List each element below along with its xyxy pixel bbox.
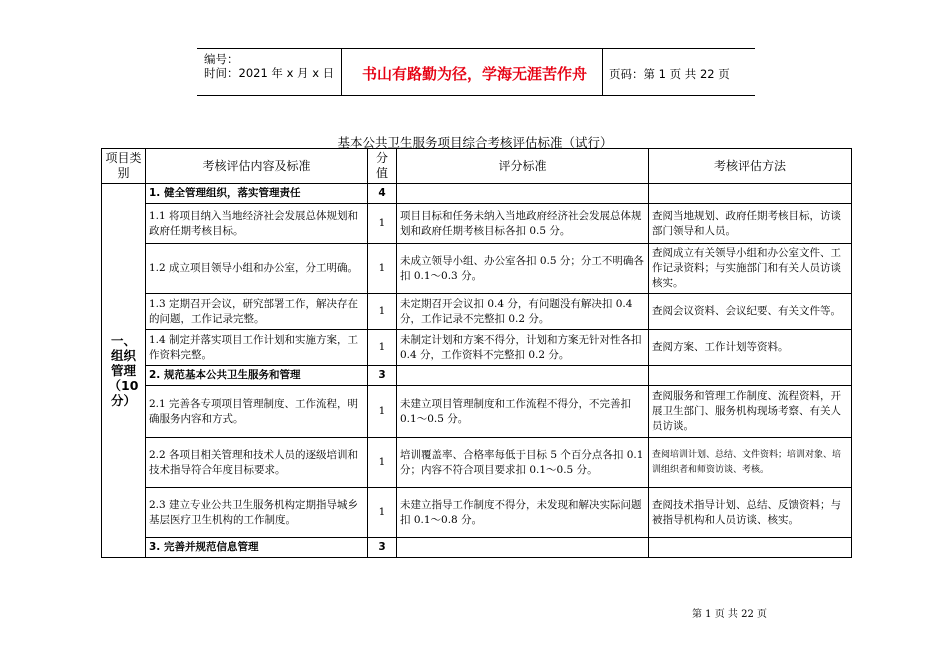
method-cell: 查阅成立有关领导小组和办公室文件、工作记录资料；与实施部门和有关人员访谈核实。 [649,244,852,294]
table-section-row [102,184,852,204]
section-title: 2. 规范基本公共卫生服务和管理 [146,366,368,386]
table-row [102,204,852,244]
section-title: 3. 完善并规范信息管理 [146,538,368,558]
header-divider [602,49,603,95]
number-label: 编号： [204,52,239,66]
criteria-cell: 未制定计划和方案不得分，计划和方案无针对性各扣 0.4 分，工作资料不完整扣 0.2 分。 [397,330,649,366]
header-page-info: 页码：第 1 页 共 22 页 [609,67,730,81]
page-footer: 第 1 页 共 22 页 [692,609,767,620]
document-title: 基本公共卫生服务项目综合考核评估标准（试行） [337,135,613,150]
content-cell: 2.2 各项目相关管理和技术人员的逐级培训和技术指导符合年度目标要求。 [146,438,368,488]
method-cell: 查阅会议资料、会议纪要、有关文件等。 [649,294,852,330]
section-score: 3 [368,366,397,386]
section-title: 1. 健全管理组织，落实管理责任 [146,184,368,204]
table-header-row [102,149,852,184]
table-section-row [102,538,852,558]
section-score: 4 [368,184,397,204]
score-cell: 1 [368,386,397,438]
criteria-cell: 项目目标和任务未纳入当地政府经济社会发展总体规划和政府任期考核目标各扣 0.5 分。 [397,204,649,244]
assessment-table [101,148,852,558]
content-cell: 1.3 定期召开会议，研究部署工作，解决存在的问题，工作记录完整。 [146,294,368,330]
col-header-method: 考核评估方法 [649,149,852,184]
section-score: 3 [368,538,397,558]
score-cell: 1 [368,294,397,330]
col-header-criteria: 评分标准 [397,149,649,184]
method-cell: 查阅方案、工作计划等资料。 [649,330,852,366]
criteria-cell: 培训覆盖率、合格率每低于目标 5 个百分点各扣 0.1 分；内容不符合项目要求扣 0.1～0.5 分。 [397,438,649,488]
table-row [102,244,852,294]
criteria-cell: 未定期召开会议扣 0.4 分，有问题没有解决扣 0.4 分，工作记录不完整扣 0.2 分。 [397,294,649,330]
header-divider [341,49,342,95]
empty-cell [649,366,852,386]
criteria-cell: 未建立项目管理制度和工作流程不得分，不完善扣 0.1～0.5 分。 [397,386,649,438]
method-cell: 查阅服务和管理工作制度、流程资料，开展卫生部门、服务机构现场考察、有关人员访谈。 [649,386,852,438]
table-section-row [102,366,852,386]
empty-cell [649,538,852,558]
time-label: 时间：2021 年 x 月 x 日 [204,66,335,80]
table-row [102,488,852,538]
method-cell: 查阅技术指导计划、总结、反馈资料；与被指导机构和人员访谈、核实。 [649,488,852,538]
table-row [102,438,852,488]
table-row [102,330,852,366]
score-cell: 1 [368,488,397,538]
col-header-content: 考核评估内容及标准 [146,149,368,184]
empty-cell [397,538,649,558]
category-cell: 一、组织管理（10分） [102,184,146,558]
score-cell: 1 [368,204,397,244]
content-cell: 2.3 建立专业公共卫生服务机构定期指导城乡基层医疗卫生机构的工作制度。 [146,488,368,538]
score-cell: 1 [368,438,397,488]
table-row [102,386,852,438]
header-motto: 书山有路勤为径，学海无涯苦作舟 [361,65,587,83]
content-cell: 1.2 成立项目领导小组和办公室，分工明确。 [146,244,368,294]
empty-cell [397,184,649,204]
content-cell: 1.1 将项目纳入当地经济社会发展总体规划和政府任期考核目标。 [146,204,368,244]
page-header [197,48,755,96]
table-body [102,184,852,558]
content-cell: 2.1 完善各专项项目管理制度、工作流程，明确服务内容和方式。 [146,386,368,438]
method-cell: 查阅培训计划、总结、文件资料；培训对象、培训组织者和师资访谈、考核。 [649,438,852,488]
criteria-cell: 未建立指导工作制度不得分，未发现和解决实际问题扣 0.1～0.8 分。 [397,488,649,538]
method-cell: 查阅当地规划、政府任期考核目标，访谈部门领导和人员。 [649,204,852,244]
criteria-cell: 未成立领导小组、办公室各扣 0.5 分；分工不明确各扣 0.1～0.3 分。 [397,244,649,294]
empty-cell [649,184,852,204]
score-cell: 1 [368,330,397,366]
col-header-score: 分值 [368,149,397,184]
col-header-category: 项目类别 [102,149,146,184]
header-meta [204,52,334,80]
score-cell: 1 [368,244,397,294]
table-row [102,294,852,330]
empty-cell [397,366,649,386]
content-cell: 1.4 制定并落实项目工作计划和实施方案，工作资料完整。 [146,330,368,366]
